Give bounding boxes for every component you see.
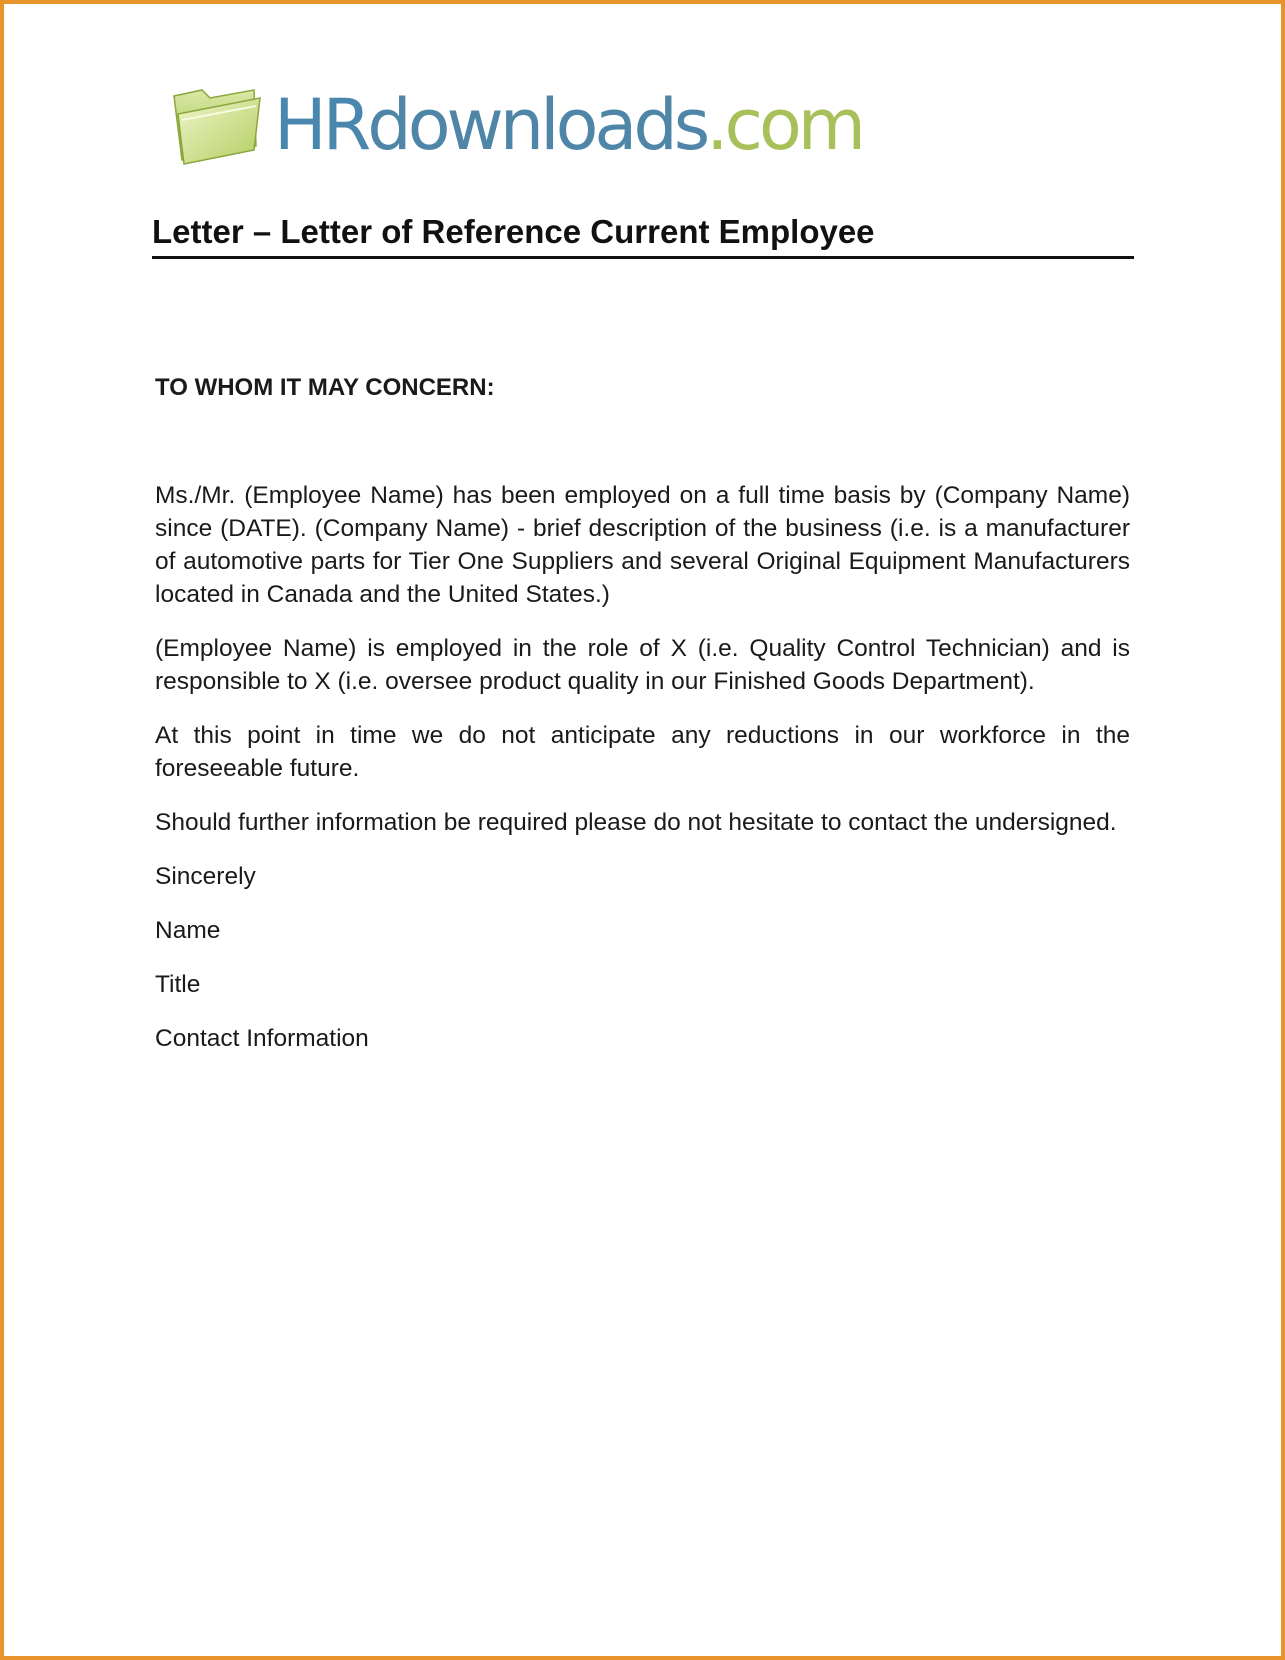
hrdownloads-logo [168,80,862,170]
title-block [152,212,1134,259]
signature-name: Name [155,917,221,944]
document-title: Letter – Letter of Reference Current Employee [152,213,875,250]
paragraph-role: (Employee Name) is employed in the role of X (i.e. Quality Control Technician) and is responsible to X (i.e. oversee product quality in our Finished Goods Department). [155,635,1130,695]
closing: Sincerely [155,863,256,890]
signature-contact: Contact Information [155,1025,369,1052]
folder-icon [168,80,268,170]
logo-com: .com [706,84,862,166]
logo-downloads: downloads [367,84,707,166]
logo-wordmark [274,84,862,166]
salutation: TO WHOM IT MAY CONCERN: [155,374,495,401]
paragraph-contact: Should further information be required please do not hesitate to contact the undersigned. [155,809,1117,836]
letter-body [155,479,1130,1076]
paragraph-workforce: At this point in time we do not anticipate any reductions in our workforce in the foreseeable future. [155,722,1130,782]
signature-title: Title [155,971,201,998]
logo-hr: HR [274,84,368,166]
paragraph-employment: Ms./Mr. (Employee Name) has been employed on a full time basis by (Company Name) since (DATE). (Company Name) - brief description of the business (i.e. is a manufacturer of automotive parts for Tier One Suppliers and several Original Equipment Manufacturers located in Canada and the United States.) [155,482,1130,608]
